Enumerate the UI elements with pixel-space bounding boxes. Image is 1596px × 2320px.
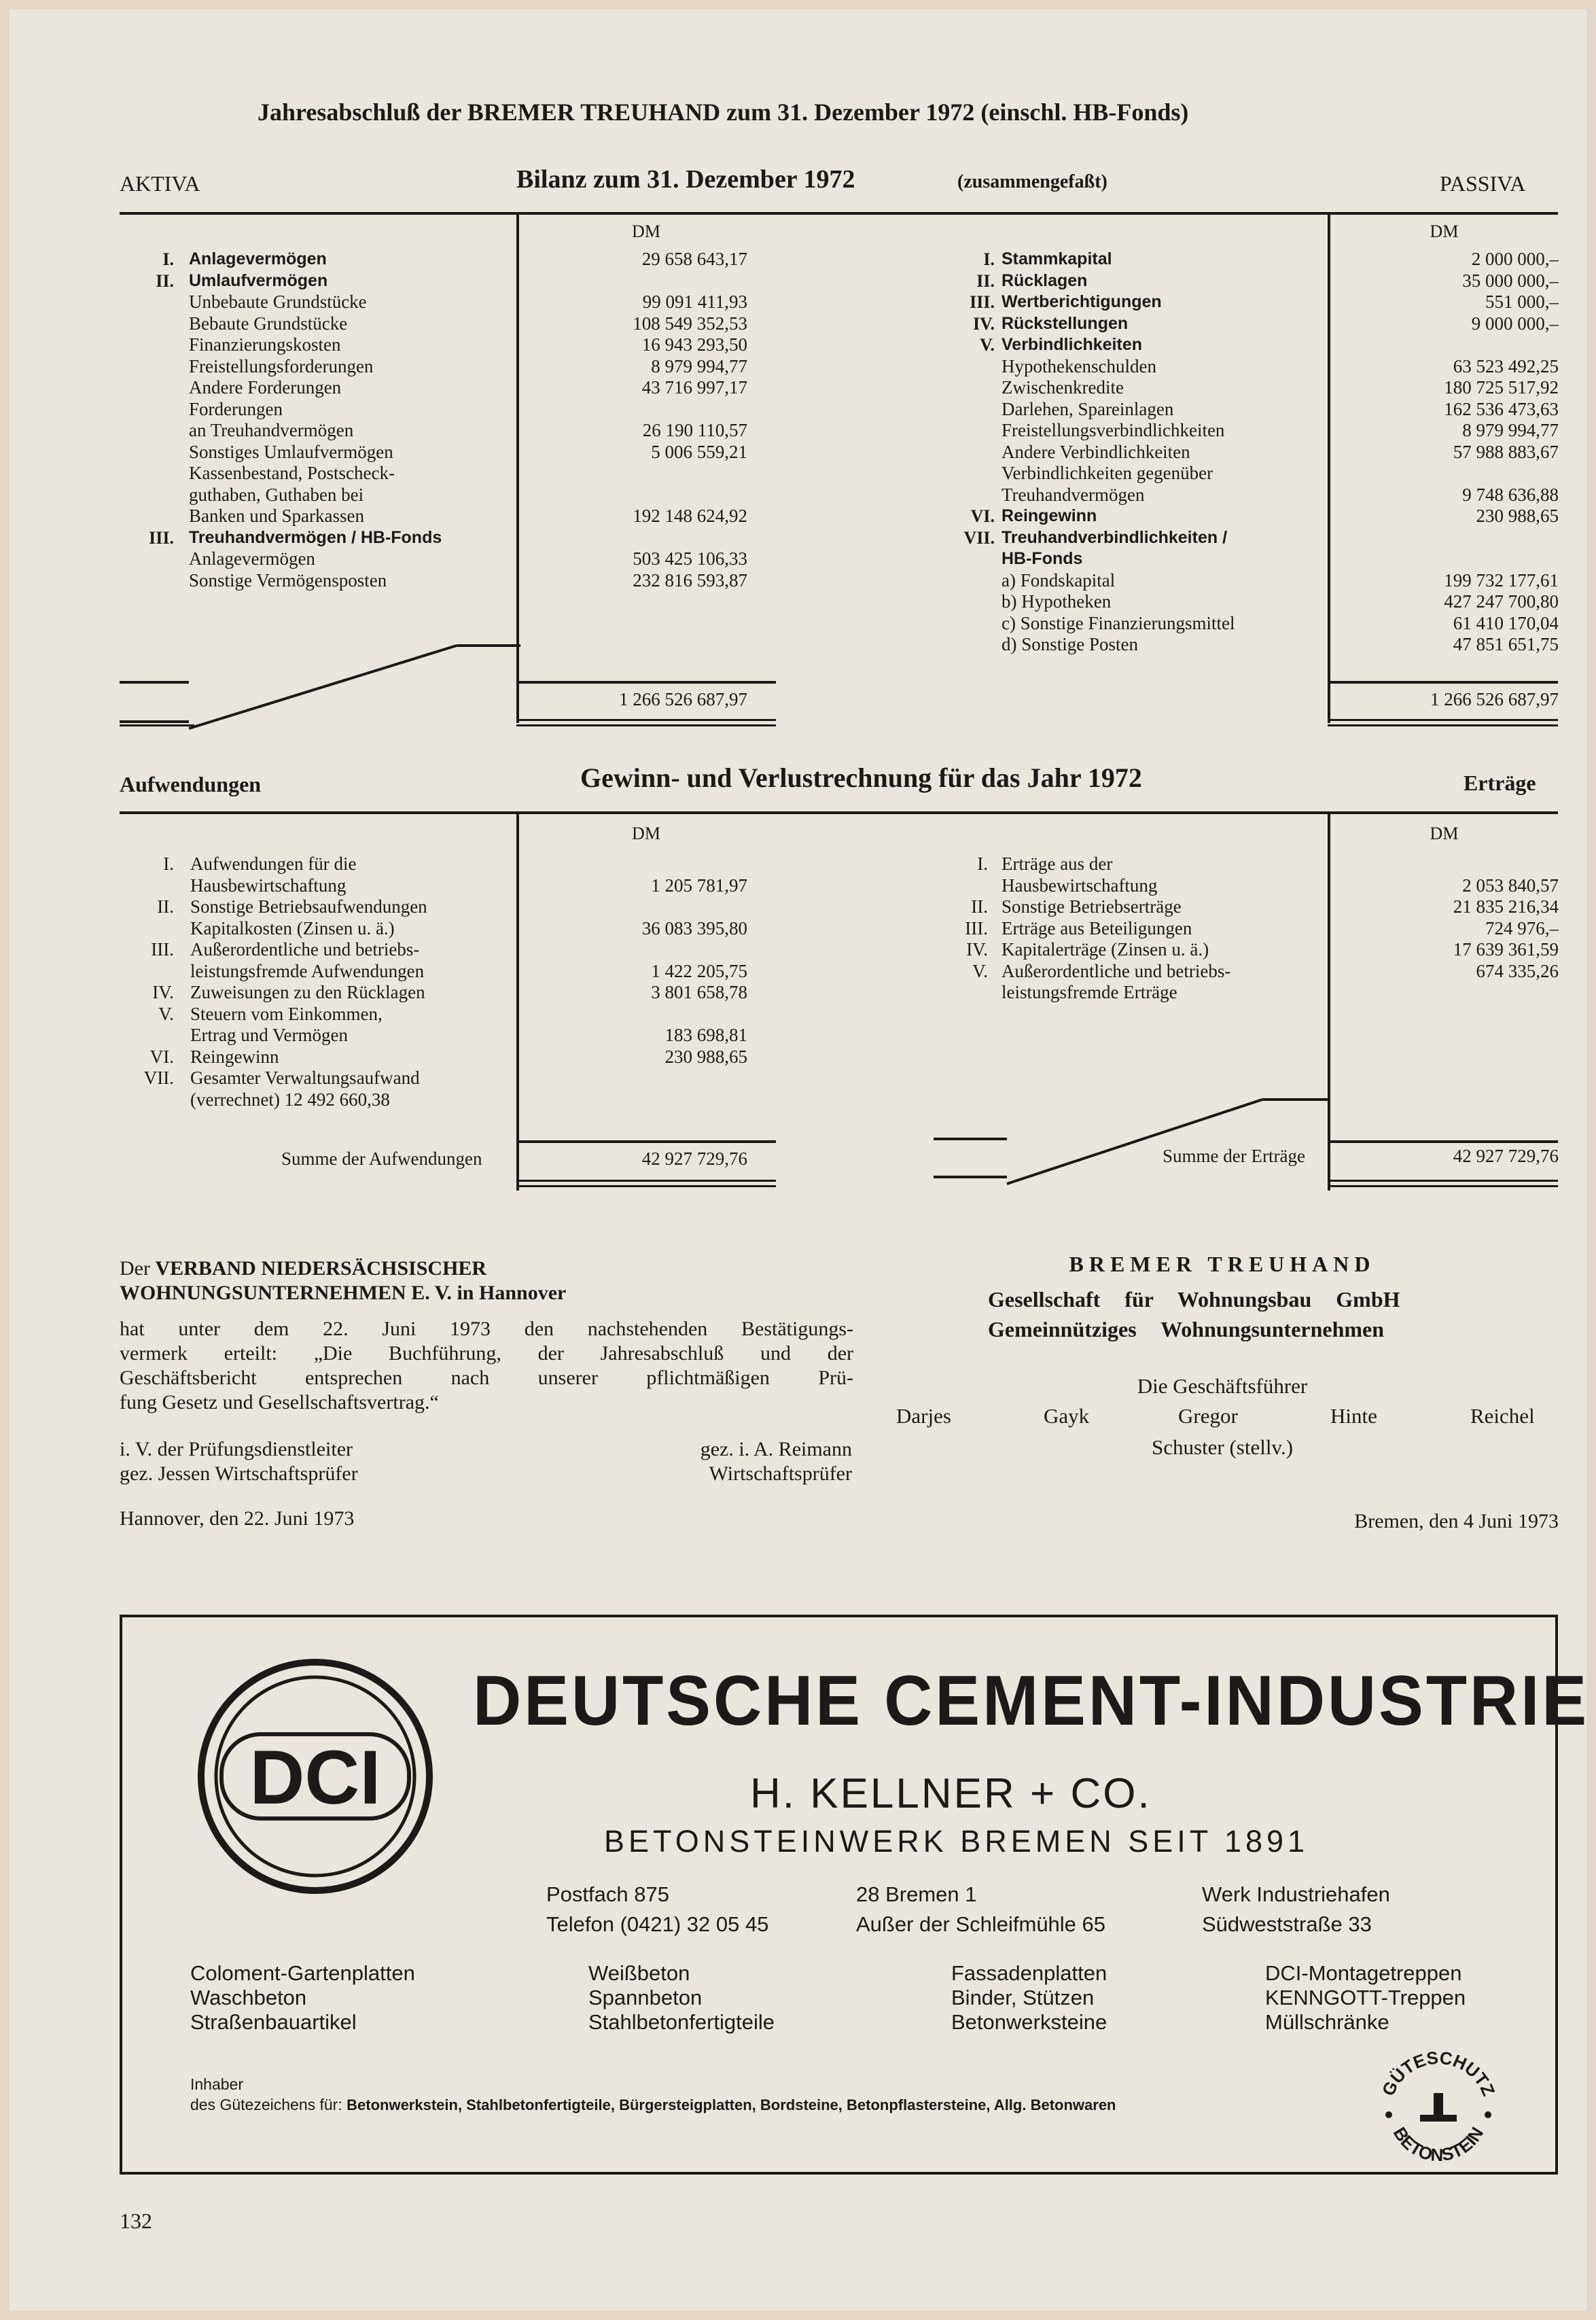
passiva-row-value: 230 988,65 — [1476, 506, 1559, 526]
expense-row-value — [516, 854, 747, 875]
aktiva-row-label: an Treuhandvermögen — [189, 420, 354, 440]
expense-row-label: Zuweisungen zu den Rücklagen — [190, 982, 425, 1002]
aktiva-row-value: 108 549 352,53 — [633, 313, 747, 334]
passiva-row-value: 9 748 636,88 — [1462, 484, 1559, 505]
ad-products-4 — [1265, 1961, 1466, 2035]
expense-row-value: 36 083 395,80 — [641, 917, 747, 938]
passiva-row-number: I. — [983, 249, 995, 269]
income-row-label: Kapitalerträge (Zinsen u. ä.) — [1001, 939, 1209, 960]
expense-row-label: Aufwendungen für die — [190, 854, 357, 874]
audit-sign-left-1: i. V. der Prüfungsdienstleiter — [120, 1438, 353, 1460]
aktiva-row-number — [120, 313, 174, 335]
guv-income-currency: DM — [1430, 824, 1459, 843]
expense-row-number — [120, 961, 174, 983]
audit-association: VERBAND NIEDERSÄCHSISCHER — [155, 1257, 487, 1280]
passiva-row-number — [947, 420, 995, 442]
aktiva-row-number — [120, 548, 174, 570]
passiva-row-label: HB-Fonds — [1001, 549, 1083, 568]
income-total-label: Summe der Erträge — [1163, 1146, 1305, 1166]
page-title: Jahresabschluß der BREMER TREUHAND zum 31. Dezember 1972 (einschl. HB-Fonds) — [258, 99, 1189, 126]
income-total-rule — [1328, 1140, 1558, 1143]
expense-row-value — [516, 896, 747, 918]
manager-2: Gayk — [1044, 1404, 1090, 1428]
passiva-row-number — [947, 613, 995, 635]
passiva-row-number — [947, 570, 995, 592]
aktiva-row-label: Bebaute Grundstücke — [189, 313, 348, 334]
aktiva-row-value: 503 425 106,33 — [633, 548, 747, 569]
audit-place-date: Hannover, den 22. Juni 1973 — [120, 1507, 355, 1530]
passiva-row-number — [947, 377, 995, 399]
balance-top-rule — [120, 212, 1558, 215]
expense-row-value: 183 698,81 — [664, 1025, 747, 1045]
guv-expense-currency: DM — [632, 824, 660, 843]
ad-owner-2 — [190, 2096, 1116, 2114]
aktiva-row-number: II. — [156, 270, 174, 291]
aktiva-row-number — [120, 506, 174, 527]
passiva-row-number — [947, 399, 995, 421]
expense-row-label: Kapitalkosten (Zinsen u. ä.) — [190, 917, 395, 938]
passiva-row-label: Hypothekenschulden — [1001, 355, 1156, 376]
ad-street: Außer der Schleifmühle 65 — [856, 1912, 1106, 1936]
ad-phone: Telefon (0421) 32 05 45 — [546, 1912, 769, 1936]
aktiva-row-label: Kassenbestand, Postscheck- — [189, 463, 395, 483]
passiva-row-value: 47 851 651,75 — [1453, 634, 1559, 654]
income-total: 42 927 729,76 — [1453, 1146, 1559, 1166]
passiva-row-value: 2 000 000,– — [1471, 249, 1559, 269]
expense-row-label: Außerordentliche und betriebs- — [190, 939, 420, 960]
guteschutz-seal — [1374, 2047, 1503, 2176]
expense-row-label: Ertrag und Vermögen — [190, 1025, 348, 1045]
expense-row-label: Hausbewirtschaftung — [190, 875, 347, 896]
aktiva-row-label: Andere Forderungen — [189, 377, 342, 398]
passiva-row-number: II. — [976, 270, 995, 291]
passiva-row-value: 551 000,– — [1485, 292, 1559, 312]
managers-title: Die Geschäftsführer — [1137, 1374, 1308, 1398]
seal-top-text: GÜTESCHUTZ — [1377, 2047, 1500, 2099]
guv-income-label: Erträge — [1464, 771, 1536, 795]
expense-row-value: 3 801 658,78 — [651, 982, 747, 1002]
guv-top-rule — [120, 811, 1558, 814]
dci-logo — [193, 1654, 438, 1899]
aktiva-currency: DM — [632, 222, 660, 241]
ad-contact-1 — [546, 1880, 768, 1939]
company-place-date: Bremen, den 4 Juni 1973 — [1354, 1510, 1559, 1532]
ad-product: Binder, Stützen — [951, 1986, 1095, 2009]
ad-products-2 — [588, 1961, 775, 2035]
ad-product: Stahlbetonfertigteile — [588, 2010, 775, 2034]
expense-row-number — [120, 918, 174, 940]
income-total-double-2 — [1328, 1185, 1558, 1187]
aktiva-row-label: Anlagevermögen — [189, 548, 315, 569]
income-row-value: 674 335,26 — [1476, 960, 1559, 981]
income-row-number — [934, 982, 988, 1004]
aktiva-row-value: 8 979 994,77 — [651, 355, 747, 376]
passiva-row-value: 35 000 000,– — [1462, 270, 1559, 291]
aktiva-row-number — [120, 442, 174, 463]
aktiva-row-value: 26 190 110,57 — [642, 420, 747, 440]
passiva-row-label: Andere Verbindlichkeiten — [1001, 441, 1190, 462]
expense-total-double-1 — [516, 1180, 776, 1182]
passiva-row-number — [947, 442, 995, 463]
aktiva-row-label: Sonstige Vermögensposten — [189, 569, 387, 591]
company-name: BREMER TREUHAND — [1069, 1252, 1376, 1276]
passiva-row-value: 8 979 994,77 — [1462, 420, 1559, 440]
aktiva-row-number — [120, 356, 174, 378]
aktiva-row-value: 29 658 643,17 — [641, 249, 747, 269]
passiva-row-label: Reingewinn — [1001, 506, 1097, 525]
passiva-row-value — [1328, 527, 1559, 549]
income-row-label: Hausbewirtschaftung — [1001, 875, 1158, 896]
income-row-value: 2 053 840,57 — [1462, 875, 1559, 896]
passiva-row-number — [947, 463, 995, 485]
income-closing-lines — [934, 1090, 1341, 1199]
aktiva-labels — [189, 249, 442, 591]
aktiva-row-number — [120, 463, 174, 485]
income-row-label: Erträge aus Beteiligungen — [1001, 917, 1192, 938]
aktiva-total-double-2 — [516, 724, 776, 726]
expense-row-number: I. — [163, 854, 174, 874]
passiva-row-label: d) Sonstige Posten — [1001, 634, 1139, 654]
aktiva-row-number: III. — [149, 527, 174, 548]
aktiva-row-label: Anlagevermögen — [189, 249, 327, 268]
ad-owner-prefix: des Gütezeichens für: — [190, 2096, 342, 2113]
passiva-row-label: Treuhandverbindlichkeiten / — [1001, 527, 1228, 547]
aktiva-row-number — [120, 399, 174, 421]
income-row-number: IV. — [966, 939, 988, 960]
expense-total-double-2 — [516, 1185, 776, 1187]
passiva-row-label: Treuhandvermögen — [1001, 484, 1145, 505]
audit-text-line: Geschäftsbericht entsprechen nach unserer pflichtmäßigen Prü- — [120, 1367, 853, 1389]
expense-row-number: VII. — [143, 1068, 174, 1088]
manager-1: Darjes — [896, 1404, 951, 1428]
passiva-row-label: Rücklagen — [1001, 270, 1088, 290]
passiva-row-label: Verbindlichkeiten gegenüber — [1001, 463, 1213, 483]
ad-product: DCI-Montagetreppen — [1265, 1961, 1462, 1985]
manager-5: Reichel — [1470, 1404, 1535, 1428]
income-total-double-1 — [1328, 1180, 1558, 1182]
expense-row-value: 1 205 781,97 — [651, 875, 747, 896]
audit-text-line: vermerk erteilt: „Die Buchführung, der Jahresabschluß und der — [120, 1342, 853, 1365]
aktiva-row-label: Forderungen — [189, 398, 283, 419]
manager-deputy: Schuster (stellv.) — [1151, 1435, 1294, 1459]
passiva-row-number: V. — [980, 335, 995, 355]
passiva-values — [1328, 249, 1559, 656]
manager-3: Gregor — [1178, 1404, 1238, 1428]
audit-text-line: fung Gesetz und Gesellschaftsvertrag.“ — [120, 1391, 439, 1413]
ad-contact-2 — [856, 1880, 1105, 1939]
ad-contact-3 — [1202, 1880, 1390, 1939]
aktiva-row-value: 232 816 593,87 — [633, 569, 747, 591]
manager-4: Hinte — [1330, 1404, 1377, 1428]
ad-plant-street: Südweststraße 33 — [1202, 1912, 1372, 1936]
income-row-number: V. — [972, 960, 988, 981]
ad-plant: Werk Industriehafen — [1202, 1882, 1390, 1906]
passiva-row-label: Zwischenkredite — [1001, 377, 1124, 398]
passiva-row-label: a) Fondskapital — [1001, 569, 1116, 591]
passiva-row-value — [1328, 548, 1559, 570]
passiva-row-value: 63 523 492,25 — [1453, 355, 1559, 376]
passiva-row-number — [947, 485, 995, 506]
aktiva-row-number — [120, 377, 174, 399]
aktiva-row-value — [516, 485, 747, 506]
audit-line1 — [120, 1257, 486, 1280]
passiva-row-number — [947, 548, 995, 570]
passiva-total-double-2 — [1328, 724, 1558, 726]
expense-total-rule — [516, 1140, 776, 1143]
aktiva-row-number — [120, 292, 174, 313]
audit-line2: WOHNUNGSUNTERNEHMEN E. V. in Hannover — [120, 1282, 567, 1304]
audit-sign-right-1: gez. i. A. Reimann — [700, 1438, 852, 1460]
passiva-row-label: Wertberichtigungen — [1001, 292, 1162, 311]
dci-logo-text: DCI — [249, 1735, 381, 1820]
balance-title-note: (zusammengefaßt) — [957, 171, 1107, 192]
ad-product: Fassadenplatten — [951, 1961, 1107, 1985]
ad-products-3 — [951, 1961, 1107, 2035]
passiva-row-label: c) Sonstige Finanzierungsmittel — [1001, 612, 1235, 633]
aktiva-row-value — [516, 399, 747, 421]
expense-total: 42 927 729,76 — [641, 1148, 747, 1169]
income-row-label: Sonstige Betriebserträge — [1001, 896, 1182, 917]
expense-row-value: 1 422 205,75 — [651, 960, 747, 981]
aktiva-row-label: Sonstiges Umlaufvermögen — [189, 441, 393, 462]
aktiva-row-number — [120, 420, 174, 442]
ad-product: Waschbeton — [190, 1986, 307, 2009]
ad-owner-list: Betonwerkstein, Stahlbetonfertigteile, Bürgersteigplatten, Bordsteine, Betonpflastersteine, Allg. Betonwaren — [347, 2096, 1116, 2113]
expense-row-number: IV. — [152, 982, 174, 1002]
expense-total-label: Summe der Aufwendungen — [281, 1148, 482, 1169]
expense-row-label: Reingewinn — [190, 1046, 279, 1067]
aktiva-row-value — [516, 270, 747, 292]
passiva-row-value: 162 536 473,63 — [1444, 398, 1559, 419]
aktiva-row-number — [120, 485, 174, 506]
aktiva-total: 1 266 526 687,97 — [619, 689, 747, 709]
aktiva-row-label: Finanzierungskosten — [189, 334, 341, 355]
page — [10, 10, 1589, 2310]
aktiva-values — [516, 249, 747, 591]
passiva-row-number: VI. — [970, 506, 995, 526]
aktiva-row-value: 43 716 997,17 — [641, 377, 747, 398]
expense-labels — [190, 854, 427, 1110]
expense-row-number — [120, 1089, 174, 1111]
passiva-row-value: 9 000 000,– — [1471, 313, 1559, 334]
income-row-value: 17 639 361,59 — [1453, 939, 1559, 960]
aktiva-row-label: guthaben, Guthaben bei — [189, 484, 364, 505]
aktiva-row-number — [120, 334, 174, 356]
guv-title: Gewinn- und Verlustrechnung für das Jahr 1972 — [580, 762, 1142, 793]
audit-text — [120, 1317, 853, 1415]
income-row-number: III. — [965, 917, 988, 938]
page-number: 132 — [120, 2209, 152, 2233]
aktiva-row-value: 5 006 559,21 — [651, 441, 747, 462]
income-row-number: II. — [971, 896, 988, 917]
passiva-total-rule — [1328, 681, 1558, 684]
passiva-total: 1 266 526 687,97 — [1430, 689, 1559, 709]
ad-subline: BETONSTEINWERK BREMEN SEIT 1891 — [604, 1824, 1309, 1859]
income-row-value — [1328, 854, 1559, 875]
expense-row-value — [516, 939, 747, 961]
passiva-row-number: IV. — [972, 313, 995, 334]
income-row-number — [934, 875, 988, 897]
income-row-number: I. — [977, 854, 988, 874]
income-row-label: leistungsfremde Erträge — [1001, 982, 1177, 1002]
income-row-label: Erträge aus der — [1001, 854, 1113, 874]
aktiva-row-value — [516, 463, 747, 485]
expense-values — [516, 854, 747, 1110]
passiva-row-number — [947, 356, 995, 378]
income-values — [1328, 854, 1559, 1004]
passiva-row-value: 427 247 700,80 — [1444, 591, 1559, 612]
passiva-row-label: Darlehen, Spareinlagen — [1001, 398, 1174, 419]
expense-row-label: Gesamter Verwaltungsaufwand — [190, 1068, 420, 1088]
ad-headline: DEUTSCHE CEMENT-INDUSTRIE — [473, 1662, 1589, 1740]
audit-text-line: hat unter dem 22. Juni 1973 den nachstehenden Bestätigungs- — [120, 1318, 853, 1340]
aktiva-total-double-1 — [516, 719, 776, 721]
ad-city: 28 Bremen 1 — [856, 1882, 977, 1906]
expense-row-label: Sonstige Betriebsaufwendungen — [190, 896, 427, 917]
audit-sign-left-2: gez. Jessen Wirtschaftsprüfer — [120, 1462, 358, 1485]
ad-product: Weißbeton — [588, 1961, 690, 1985]
ad-product: KENNGOTT-Treppen — [1265, 1986, 1466, 2009]
ad-product: Betonwerksteine — [951, 2010, 1107, 2034]
passiva-labels — [1001, 249, 1235, 656]
expense-row-label: leistungsfremde Aufwendungen — [190, 960, 425, 981]
passiva-row-value: 57 988 883,67 — [1453, 441, 1559, 462]
aktiva-row-label: Treuhandvermögen / HB-Fonds — [189, 527, 442, 547]
income-row-value: 21 835 216,34 — [1453, 896, 1559, 917]
expense-row-label: (verrechnet) 12 492 660,38 — [190, 1089, 390, 1110]
aktiva-row-label: Banken und Sparkassen — [189, 506, 364, 526]
ad-company: H. KELLNER + CO. — [750, 1770, 1152, 1817]
aktiva-numbering — [120, 249, 174, 591]
expense-row-number: V. — [158, 1003, 174, 1024]
expense-row-value — [516, 1004, 747, 1025]
passiva-label: PASSIVA — [1440, 171, 1526, 196]
passiva-row-number — [947, 634, 995, 656]
aktiva-row-number — [120, 570, 174, 592]
passiva-row-value: 199 732 177,61 — [1444, 569, 1559, 591]
expense-row-number: VI. — [149, 1046, 174, 1067]
passiva-row-value: 61 410 170,04 — [1453, 612, 1559, 633]
passiva-row-label: Freistellungsverbindlichkeiten — [1001, 420, 1225, 440]
ad-postbox: Postfach 875 — [546, 1882, 669, 1906]
ad-products-1 — [190, 1961, 415, 2035]
passiva-row-label: Stammkapital — [1001, 249, 1112, 268]
ad-product: Straßenbauartikel — [190, 2010, 357, 2034]
aktiva-closing-lines — [120, 628, 527, 737]
aktiva-left-double — [120, 724, 194, 726]
passiva-row-label: Verbindlichkeiten — [1001, 335, 1143, 354]
expense-numbering — [120, 854, 174, 1110]
passiva-total-double-1 — [1328, 719, 1558, 721]
aktiva-row-number: I. — [162, 249, 174, 269]
income-labels — [1001, 854, 1230, 1004]
expense-row-value — [516, 1089, 747, 1111]
aktiva-label: AKTIVA — [120, 171, 200, 196]
income-row-label: Außerordentliche und betriebs- — [1001, 960, 1231, 981]
ad-product: Spannbeton — [588, 1986, 703, 2009]
passiva-row-value — [1328, 463, 1559, 485]
expense-row-value — [516, 1068, 747, 1089]
expense-row-number: III. — [151, 939, 174, 960]
aktiva-row-label: Freistellungsforderungen — [189, 355, 374, 376]
passiva-row-number: VII. — [963, 527, 995, 548]
passiva-row-number — [947, 591, 995, 613]
income-row-value — [1328, 982, 1559, 1004]
company-line2: Gemeinnütziges Wohnungsunternehmen — [988, 1317, 1385, 1341]
expense-row-value: 230 988,65 — [664, 1046, 747, 1067]
passiva-row-label: b) Hypotheken — [1001, 591, 1112, 612]
aktiva-row-value: 16 943 293,50 — [641, 334, 747, 355]
guv-expenses-label: Aufwendungen — [120, 772, 262, 796]
income-numbering — [934, 854, 988, 1004]
aktiva-row-label: Umlaufvermögen — [189, 270, 328, 290]
passiva-row-label: Rückstellungen — [1001, 313, 1129, 333]
audit-line1-prefix: Der — [120, 1257, 150, 1280]
expense-row-number — [120, 875, 174, 897]
expense-row-number — [120, 1025, 174, 1047]
ad-product: Müllschränke — [1265, 2010, 1389, 2034]
expense-row-label: Steuern vom Einkommen, — [190, 1003, 383, 1024]
income-row-value: 724 976,– — [1485, 917, 1559, 938]
aktiva-row-value — [516, 527, 747, 549]
passiva-row-value — [1328, 334, 1559, 356]
aktiva-row-value: 99 091 411,93 — [642, 292, 747, 312]
passiva-currency: DM — [1430, 222, 1459, 241]
aktiva-row-label: Unbebaute Grundstücke — [189, 292, 367, 312]
ad-product: Coloment-Gartenplatten — [190, 1961, 415, 1985]
audit-sign-right-2: Wirtschaftsprüfer — [709, 1462, 852, 1485]
passiva-row-number: III. — [970, 292, 995, 312]
ad-owner-1: Inhaber — [190, 2075, 244, 2093]
passiva-numbering — [947, 249, 995, 656]
company-line1: Gesellschaft für Wohnungsbau GmbH — [988, 1287, 1400, 1312]
aktiva-total-rule — [516, 681, 776, 684]
seal-bottom-text: BETONSTEIN — [1389, 2123, 1488, 2166]
expense-row-number: II. — [157, 896, 174, 917]
balance-title: Bilanz zum 31. Dezember 1972 — [516, 165, 855, 194]
aktiva-row-value: 192 148 624,92 — [633, 506, 747, 526]
passiva-row-value: 180 725 517,92 — [1444, 377, 1559, 398]
